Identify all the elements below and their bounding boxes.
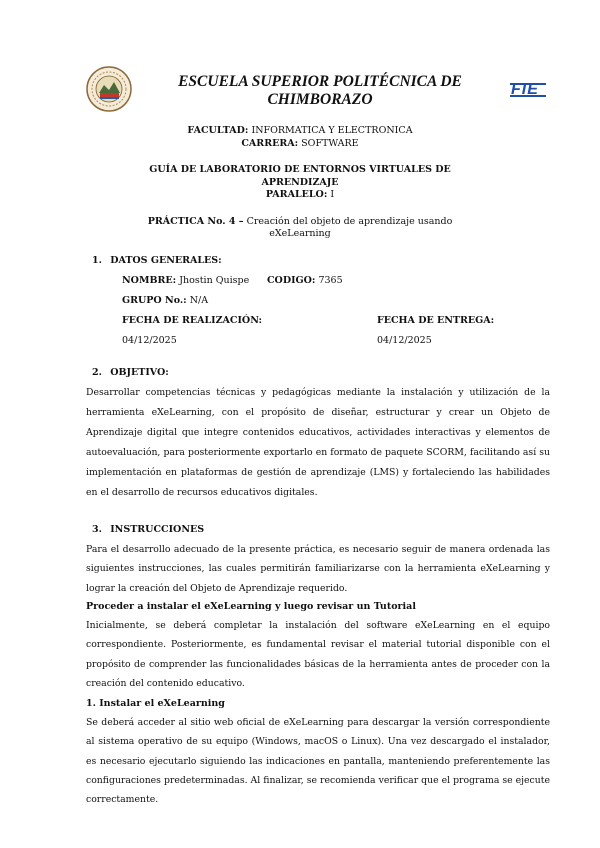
parallel-line [0,189,600,201]
fie-logo [508,80,548,100]
realization-value: 04/12/2025 [122,335,177,346]
realization-label: FECHA DE REALIZACIÓN: [122,315,263,326]
instructions-intro: Para el desarrollo adecuado de la presente práctica, es necesario seguir de manera ordenada las siguientes instrucciones, las cuales permitirán familiarizarse con la herramienta eXeLearning y lograr la creación del Objeto de Aprendizaje requerido. [86,544,550,594]
section1-heading [92,255,222,266]
parallel-label: PARALELO: [265,189,328,200]
section1-number: 1. [92,255,102,266]
code-value: 7365 [318,275,343,286]
practice-line2: eXeLearning [269,228,331,239]
guide-title-line2: APRENDIZAJE [261,177,339,188]
career-line [0,138,600,150]
section2-number: 2. [92,367,102,378]
fie-logo-text: FIE [511,81,539,98]
group-label: GRUPO No.: [122,295,187,306]
career-label: CARRERA: [241,138,299,149]
parallel-value: I [330,189,335,200]
school-name: ESCUELA SUPERIOR POLITÉCNICA DE CHIMBORAZO [178,73,462,108]
install-subheading: Proceder a instalar el eXeLearning y luego revisar un Tutorial [86,601,416,612]
section2-title: OBJETIVO: [110,367,169,378]
group-field [122,295,208,307]
install-text: Inicialmente, se deberá completar la instalación del software eXeLearning en el equipo correspondiente. Posteriormente, es fundamental revisar el material tutorial disponible con el propósito de comprender las funcionalidades básicas de la herramienta antes de proceder con la creación del contenido educativo. [86,620,550,689]
section3-heading [92,524,204,535]
step1-heading: 1. Instalar el eXeLearning [86,698,225,709]
faculty-value: INFORMATICA Y ELECTRONICA [251,125,413,136]
practice-label: PRÁCTICA No. 4 – [147,216,244,227]
name-label: NOMBRE: [122,275,177,286]
section3-number: 3. [92,524,102,535]
delivery-value: 04/12/2025 [377,335,432,346]
section3-title: INSTRUCCIONES [110,524,205,535]
practice-title: Creación del objeto de aprendizaje usando [246,216,453,227]
section1-title: DATOS GENERALES: [110,255,222,266]
step1-text: Se deberá acceder al sitio web oficial de eXeLearning para descargar la versión correspondiente al sistema operativo de su equipo (Windows, macOS o Linux). Una vez descargado el instalador, es necesario ejecutarlo siguiendo las indicaciones en pantalla, manteniendo preferentemente las configuraciones predeterminadas. Al finalizar, se recomienda verificar que el programa se ejecute correctamente. [86,717,550,806]
section2-heading [92,367,169,378]
group-value: N/A [189,295,209,306]
name-value: Jhostin Quispe [179,275,250,286]
career-value: SOFTWARE [301,138,359,149]
guide-title-line1: GUÍA DE LABORATORIO DE ENTORNOS VIRTUALES DE [149,164,451,175]
objective-text: Desarrollar competencias técnicas y pedagógicas mediante la instalación y utilización de la herramienta eXeLearning, con el propósito de diseñar, estructurar y crear un Objeto de Aprendizaje digital que integre contenidos educativos, actividades interactivas y elementos de autoevaluación, para posteriormente exportarlo en formato de paquete SCORM, facilitando así su implementación en plataformas de gestión de aprendizaje (LMS) y fortaleciendo las habilidades en el desarrollo de recursos educativos digitales. [86,387,550,498]
name-field [122,275,249,287]
espoch-seal-logo [86,66,132,112]
faculty-line [0,125,600,137]
faculty-label: FACULTAD: [187,125,249,136]
code-label: CODIGO: [267,275,316,286]
practice-line1 [0,216,600,228]
delivery-label: FECHA DE ENTREGA: [377,315,495,326]
code-field [267,275,343,287]
